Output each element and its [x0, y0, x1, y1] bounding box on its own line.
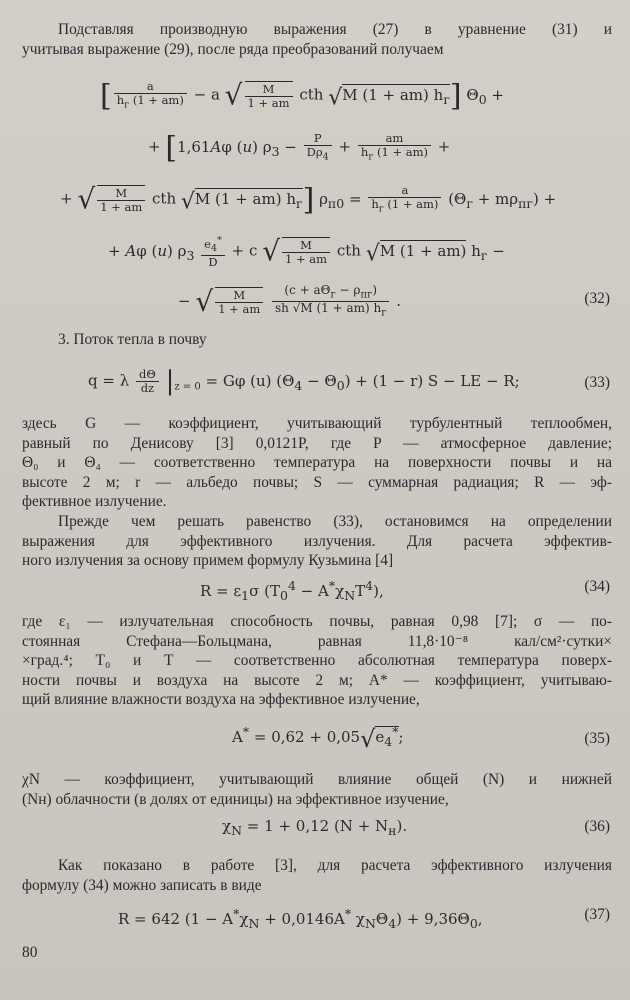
equation-number-32: (32) — [584, 290, 610, 307]
equation-36: $\chi_N = 1 + 0,12$ $(N + N_н)$. — [222, 817, 408, 838]
equation-37: R = 642 ($1 - A^*\chi_N + 0,0146A^*$ $\chi_N\Theta_4) + 9,36\Theta_0$, — [118, 906, 483, 931]
text-line: щий влияние влажности воздуха на эффективное излучение, — [22, 691, 420, 709]
equation-number-36: (36) — [584, 818, 610, 835]
equation-number-37: (37) — [584, 906, 610, 923]
paragraph-definitions — [22, 414, 612, 512]
text-line: высоте 2 м; r — альбедо почвы; S — суммарная радиация; R — эф- — [22, 473, 612, 491]
text-line: ного излучения за основу примем формулу Кузьмина [4] — [22, 552, 394, 570]
text-line: стоянная Стефана—Больцмана, равная 11,8·10⁻⁸ кал/см²·сутки× — [22, 632, 612, 650]
text-line: ности почвы и воздуха на высоте 2 м; A* — коэффициент, учитываю- — [22, 671, 612, 689]
page-number: 80 — [22, 944, 38, 961]
text-line: (Nн) облачности (в долях от единицы) на эффективное изучение, — [22, 790, 449, 808]
equation-32-line-5: − √ $\frac{M}{1 + am}$ $\frac{(c + a\Theta_г - \rho_{пг})}{sh √M (1 + am) h_г}$ . — [178, 283, 402, 319]
text-line: здесь G — коэффициент, учитывающий турбулентный теплообмен, — [22, 415, 612, 432]
section-heading: 3. Поток тепла в почву — [58, 331, 207, 348]
equation-32-line-1: [ $\frac{a}{h_г (1 + am)}$ − a √ $\frac{M}{1 + am}$ cth √M (1 + am) $h_г$] $\Theta_0$ + — [100, 78, 504, 114]
equation-32-line-4: + Aφ (u) $\rho_3$ $\frac{e_4^*}{D}$ + c √ $\frac{M}{1 + am}$ cth √M (1 + am) $h_г$ − — [108, 234, 505, 270]
equation-number-34: (34) — [584, 578, 610, 595]
text-line: Подставляя производную выражения (27) в уравнение (31) и — [58, 21, 612, 38]
paragraph-intro — [22, 20, 612, 59]
equation-32-line-2: + [1,61Aφ (u) $\rho_3$ − $\frac{P}{D\rho_4}$ + $\frac{am}{h_г (1 + am)}$ + — [148, 130, 451, 166]
paragraph-cloudiness — [22, 770, 612, 809]
equation-33: q = λ $\frac{d\Theta}{dz}$ $|_{z = 0} = G\varphi$ (u) $(\Theta_4 - \Theta_0) + (1 - r) S$ − LE − R; — [88, 366, 520, 397]
paragraph-constants — [22, 612, 612, 710]
paragraph-shown-in-work — [22, 856, 612, 895]
equation-32-line-3: + √ $\frac{M}{1 + am}$ cth √M (1 + am) $h_г$] $\rho_{п0}$ = $\frac{a}{h_г (1 + am)}$ $(\Theta_г + m\rho_{пг})$ + — [60, 182, 557, 218]
equation-number-35: (35) — [584, 730, 610, 747]
text-line: где ε₁ — излучательная способность почвы, равная 0,98 [7]; σ — по- — [22, 613, 612, 630]
equation-35: $A^* = 0,62 + 0,05√e_4^*$; — [232, 724, 404, 753]
text-line: формулу (34) можно записать в виде — [22, 876, 262, 894]
text-line: Θ₀ и Θ₄ — соответственно температура на поверхности почвы и на — [22, 454, 612, 472]
text-line: фективное излучение. — [22, 493, 167, 511]
text-line: Как показано в работе [3], для расчета эффективного излучения — [58, 857, 612, 874]
text-line: ×град.⁴; T₀ и T — соответственно абсолютная температура поверх- — [22, 652, 612, 670]
equation-34: $R = \varepsilon_1\sigma$ $(T_0^4 - A^*\chi_NT^4)$, — [200, 578, 384, 603]
text-line: равный по Денисову [3] 0,0121P, где P — атмосферное давление; — [22, 434, 612, 452]
equation-number-33: (33) — [584, 374, 610, 391]
paragraph-kuzmin — [22, 512, 612, 571]
text-line: выражения для эффективного излучения. Для расчета эффектив- — [22, 532, 612, 550]
text-line: χN — коэффициент, учитывающий влияние общей (N) и нижней — [22, 771, 612, 788]
text-line: учитывая выражение (29), после ряда преобразований получаем — [22, 40, 444, 58]
text-line: Прежде чем решать равенство (33), остановимся на определении — [58, 513, 612, 530]
